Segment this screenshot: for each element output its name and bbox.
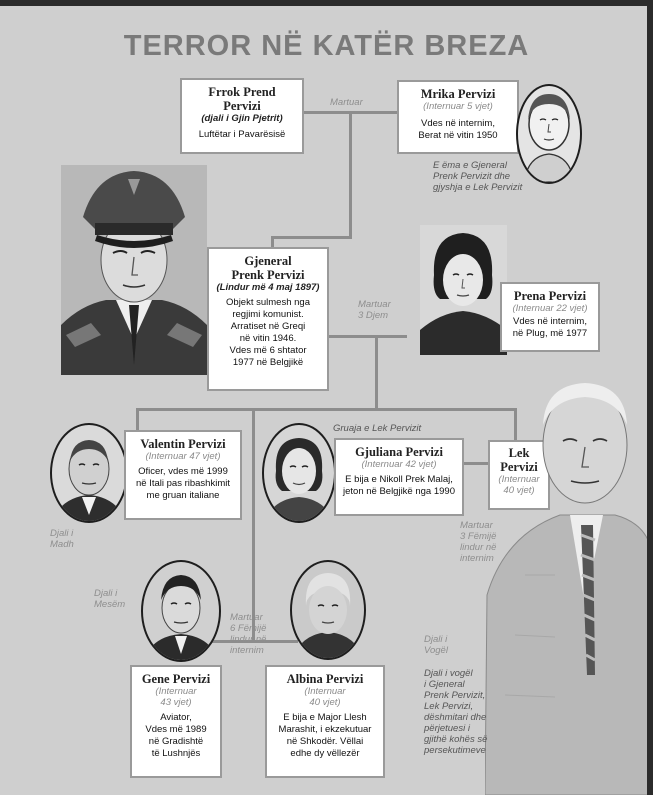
portrait-valentin: [50, 423, 128, 523]
label-line: Martuar: [230, 612, 263, 623]
note-line: Prenk Pervizit,: [424, 690, 486, 701]
person-box-mrika: [397, 80, 519, 154]
person-box-valentin: [124, 430, 242, 520]
portrait-drawing: [143, 562, 219, 660]
note-line: përjetuesi i: [424, 723, 470, 734]
label-djali-madh: [50, 528, 74, 550]
person-subtitle: 40 vjet): [309, 697, 341, 708]
person-description: në Shkodër. Vëllai: [286, 736, 364, 747]
portrait-drawing: [485, 375, 653, 795]
person-subtitle: (Internuar: [498, 474, 540, 485]
person-box-gjuliana: [334, 438, 464, 516]
person-box-prenk: [207, 247, 329, 391]
label-martuar-6-femije: [230, 612, 266, 656]
note-line: Lek Pervizi,: [424, 701, 474, 712]
person-name: Gjuliana Pervizi: [355, 445, 443, 459]
portrait-drawing: [518, 86, 580, 182]
label-martuar-3-femije: [460, 520, 496, 564]
note-line: persekutimeve: [424, 745, 486, 756]
person-description: Aviator,: [160, 712, 192, 723]
person-description: Berat në vitin 1950: [418, 130, 498, 141]
person-name: Gene Pervizi: [141, 672, 211, 686]
person-subtitle: (Lindur më 4 maj 1897): [216, 282, 320, 293]
note-line: E ëma e Gjeneral: [433, 160, 507, 171]
connector-gen2-to-gene: [252, 408, 255, 642]
label-martuar-3-djem: [358, 299, 391, 321]
person-description: në Gradishtë: [148, 736, 204, 747]
connector-to-valentin: [136, 408, 139, 432]
person-description: në Plug, më 1977: [512, 328, 588, 339]
label-line: Djali i: [424, 634, 448, 645]
label-djali-mesem: [94, 588, 125, 610]
person-name: Albina Pervizi: [286, 672, 364, 686]
person-subtitle: 43 vjet): [160, 697, 192, 708]
person-box-gene: [130, 665, 222, 778]
person-description: Objekt sulmesh nga: [226, 297, 310, 308]
person-description: Vdes në internim,: [421, 118, 495, 129]
person-description: Vdes më 1989: [145, 724, 207, 735]
label-line: lindur në: [460, 542, 497, 553]
person-name: Pervizi: [500, 460, 538, 474]
person-box-albina: [265, 665, 385, 778]
note-line: dëshmitari dhe: [424, 712, 487, 723]
person-description: në vitin 1946.: [239, 333, 297, 344]
label-line: Djali i: [94, 588, 118, 599]
note-line: Djali i vogël: [424, 668, 473, 679]
person-name: Lek: [508, 446, 530, 460]
person-description: regjimi komunist.: [232, 309, 304, 320]
person-description: Vdes më 6 shtator: [229, 345, 307, 356]
label-line: Vogël: [424, 645, 448, 656]
person-description: edhe dy vëllezër: [290, 748, 360, 759]
person-description: 1977 në Belgjikë: [232, 357, 304, 368]
portrait-drawing: [264, 425, 334, 521]
connector-gen2-horizontal: [136, 408, 516, 411]
label-line: 6 Fëmijë: [230, 623, 267, 634]
label-line: 3 Fëmijë: [460, 531, 497, 542]
portrait-drawing: [292, 562, 364, 658]
connector-gen2-down: [375, 336, 378, 410]
portrait-gjuliana: [262, 423, 336, 523]
person-description: E bija e Major Llesh: [283, 712, 367, 723]
person-name: Prena Pervizi: [513, 289, 587, 303]
person-subtitle: (Internuar 47 vjet): [145, 451, 221, 462]
connector-gen1-down: [349, 113, 352, 238]
person-description: Vdes në internim,: [513, 316, 587, 327]
person-box-prena: [500, 282, 600, 352]
person-name: Prenk Pervizi: [231, 268, 305, 282]
note-line: gjithë kohës së: [424, 734, 488, 745]
person-description: në Itali pas ribashkimit: [136, 478, 230, 489]
person-name: Gjeneral: [244, 254, 292, 268]
connector-marriage-2: [327, 335, 407, 338]
portrait-drawing: [52, 425, 126, 521]
person-description: E bija e Nikoll Prek Malaj,: [345, 474, 453, 485]
label-line: Madh: [50, 539, 74, 550]
person-name: Pervizi: [223, 99, 261, 113]
label-line: lindur në: [230, 634, 267, 645]
person-name: Valentin Pervizi: [140, 437, 226, 451]
label-line: internim: [230, 645, 264, 656]
portrait-drawing: [420, 225, 507, 355]
person-description: Marashit, i ekzekutuar: [278, 724, 372, 735]
label-line: 3 Djem: [358, 310, 389, 321]
person-subtitle: (Internuar 42 vjet): [361, 459, 437, 470]
person-subtitle: (Internuar 5 vjet): [423, 101, 493, 112]
label-line: Djali i: [50, 528, 74, 539]
right-border: [647, 0, 653, 795]
person-subtitle: (Internuar 22 vjet): [512, 303, 588, 314]
label-line: Martuar: [358, 299, 391, 310]
person-box-frrok: [180, 78, 304, 154]
person-name: Frrok Prend: [208, 85, 276, 99]
person-name: Mrika Pervizi: [420, 87, 496, 101]
person-description: të Lushnjës: [151, 748, 201, 759]
note-line: gjyshja e Lek Pervizit: [433, 182, 523, 193]
connector-gen1-horizontal: [271, 236, 352, 239]
person-description: Luftëtar i Pavarësisë: [198, 129, 286, 140]
top-border: [0, 0, 653, 6]
label-martuar: Martuar: [330, 97, 363, 108]
person-description: Oficer, vdes më 1999: [138, 466, 228, 477]
label-gruaja: Gruaja e Lek Pervizit: [333, 423, 422, 434]
person-subtitle: 40 vjet): [503, 485, 535, 496]
portrait-lek: [485, 375, 653, 795]
person-description: jeton në Belgjikë nga 1990: [343, 486, 455, 497]
portrait-prena: [420, 225, 507, 355]
note-line: i Gjeneral: [424, 679, 465, 690]
portrait-drawing: [61, 165, 207, 375]
label-line: internim: [460, 553, 494, 564]
portrait-mrika: [516, 84, 582, 184]
note-line: Prenk Pervizit dhe: [433, 171, 511, 182]
portrait-prenk: [61, 165, 207, 375]
label-line: Mesëm: [94, 599, 126, 610]
mrika-note: [433, 160, 522, 193]
label-djali-vogel: [424, 634, 448, 656]
label-line: Martuar: [460, 520, 493, 531]
portrait-gene: [141, 560, 221, 662]
person-description: Arratiset në Greqi: [230, 321, 306, 332]
poster-title: TERROR NË KATËR BREZA: [123, 30, 530, 62]
person-subtitle: (Internuar: [304, 686, 346, 697]
person-subtitle: (djali i Gjin Pjetrit): [201, 113, 283, 124]
lek-note: [424, 668, 487, 756]
person-subtitle: (Internuar: [155, 686, 197, 697]
person-description: me gruan italiane: [146, 490, 220, 501]
portrait-albina: [290, 560, 366, 660]
